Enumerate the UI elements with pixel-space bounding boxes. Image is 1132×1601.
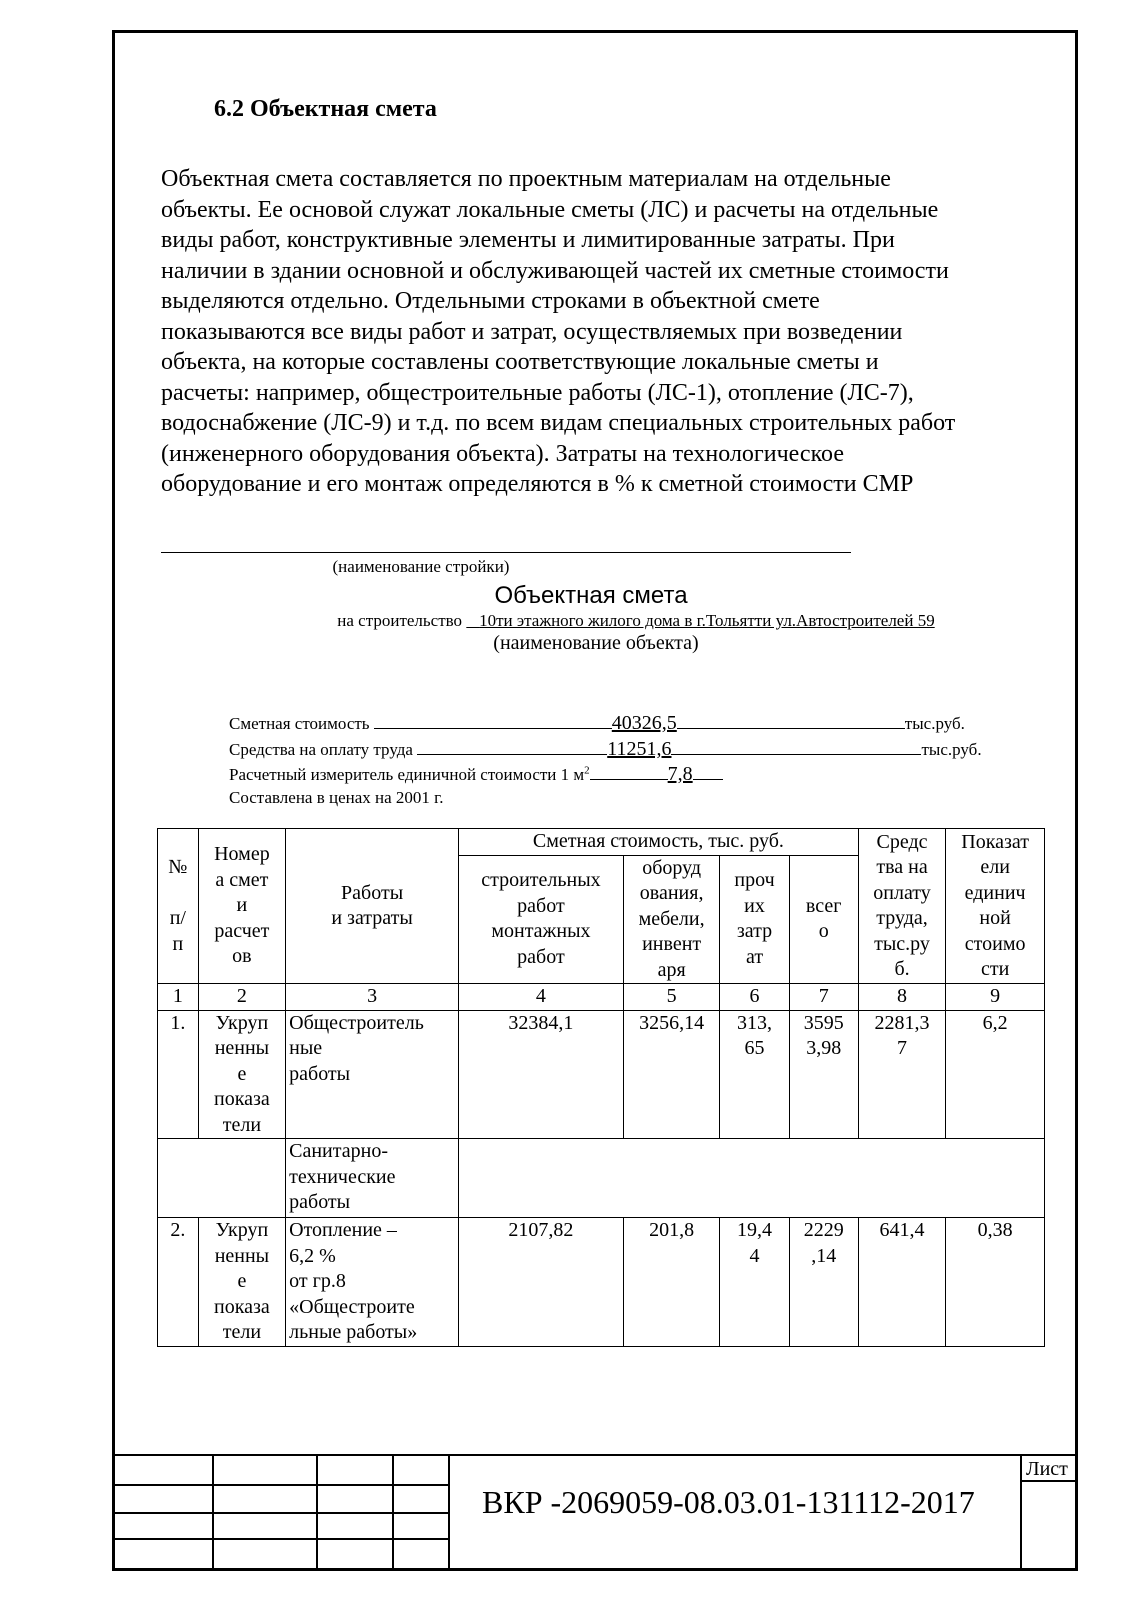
column-number: 7 [789, 984, 858, 1011]
column-number: 2 [198, 984, 285, 1011]
sheet-label: Лист [1026, 1458, 1068, 1480]
row1-num: 1. [158, 1010, 199, 1139]
cost-label: Сметная стоимость [229, 714, 370, 733]
wage-value: 11251,6 [607, 738, 672, 760]
row2-works: Отопление – 6,2 % от гр.8 «Общестроите льные работы» [286, 1218, 459, 1347]
row2-unit-cost: 0,38 [946, 1218, 1045, 1347]
row1-source: Укруп ненны е показа тели [198, 1010, 285, 1139]
header-equipment: оборуд ования, мебели, инвент аря [623, 855, 720, 984]
cost-value: 40326,5 [611, 712, 677, 734]
object-prefix: на строительство [337, 611, 463, 630]
row1-total: 3595 3,98 [789, 1010, 858, 1139]
header-wages: Средс тва на оплату труда, тыс.ру б. [858, 829, 945, 984]
row1-works: Общестроитель ные работы [286, 1010, 459, 1139]
column-number: 6 [720, 984, 789, 1011]
form-title: Объектная смета [494, 582, 688, 609]
row1-construction: 32384,1 [459, 1010, 624, 1139]
meter-label: Расчетный измеритель единичной стоимости 1 м [229, 765, 585, 784]
column-number: 4 [459, 984, 624, 1011]
table-row [158, 1010, 1045, 1139]
header-unit-cost: Показат ели единич ной стоимо сти [946, 829, 1045, 984]
object-line [161, 611, 1111, 631]
row2-source: Укруп ненны е показа тели [198, 1218, 285, 1347]
object-caption: (наименование объекта) [493, 632, 699, 654]
section-title: 6.2 Объектная смета [214, 96, 437, 122]
section-row-works: Санитарно- технические работы [286, 1139, 459, 1218]
row2-construction: 2107,82 [459, 1218, 624, 1347]
estimate-table [157, 828, 1045, 1347]
meter-superscript: 2 [584, 764, 590, 777]
header-cost-group: Сметная стоимость, тыс. руб. [459, 829, 859, 856]
header-works: Работы и затраты [286, 829, 459, 984]
meter-line [229, 763, 723, 786]
section-row [158, 1139, 1045, 1218]
column-number: 9 [946, 984, 1045, 1011]
header-total: всег о [789, 855, 858, 984]
wage-unit: тыс.руб. [921, 740, 982, 759]
row2-other: 19,4 4 [720, 1218, 789, 1347]
row2-total: 2229 ,14 [789, 1218, 858, 1347]
row1-unit-cost: 6,2 [946, 1010, 1045, 1139]
column-number: 8 [858, 984, 945, 1011]
object-name-text: 10ти этажного жилого дома в г.Тольятти ул.Автостроителей 59 [479, 611, 935, 630]
prices-line: Составлена в ценах на 2001 г. [229, 788, 444, 807]
header-num: № п/ п [158, 829, 199, 984]
construction-name-line [161, 552, 851, 553]
row1-equipment: 3256,14 [623, 1010, 720, 1139]
column-number: 3 [286, 984, 459, 1011]
row1-other: 313, 65 [720, 1010, 789, 1139]
column-numbers-row [158, 984, 1045, 1011]
document-code: ВКР -2069059-08.03.01-131112-2017 [482, 1484, 975, 1520]
construction-caption: (наименование стройки) [332, 557, 510, 576]
header-construction: строительных работ монтажных работ [459, 855, 624, 984]
column-number: 5 [623, 984, 720, 1011]
row2-equipment: 201,8 [623, 1218, 720, 1347]
wage-line [229, 738, 982, 761]
meter-value: 7,8 [667, 763, 693, 785]
row2-wages: 641,4 [858, 1218, 945, 1347]
object-name [466, 611, 934, 630]
header-other: проч их затр ат [720, 855, 789, 984]
row1-wages: 2281,3 7 [858, 1010, 945, 1139]
table-row [158, 1218, 1045, 1347]
wage-label: Средства на оплату труда [229, 740, 413, 759]
row2-num: 2. [158, 1218, 199, 1347]
cost-unit: тыс.руб. [904, 714, 965, 733]
section-paragraph: Объектная смета составляется по проектным материалам на отдельные объекты. Ее основой служат локальные сметы (ЛС) и расчеты на отдельные виды работ, конструктивные элементы и лимитированные затраты. При наличии в здании основной и обслуживающей частей их сметные стоимости выделяются отдельно. Отдельными строками в объектной смете показываются все виды работ и затрат, осуществляемых при возведении объекта, на которые составлены соответствующие локальные сметы и расчеты: например, общестроительные работы (ЛС-1), отопление (ЛС-7), водоснабжение (ЛС-9) и т.д. по всем видам специальных строительных работ (инженерного оборудования объекта). Затраты на технологическое оборудование и его монтаж определяются в % к сметной стоимости СМР [161, 166, 956, 497]
header-estimate-numbers: Номер а смет и расчет ов [198, 829, 285, 984]
column-number: 1 [158, 984, 199, 1011]
cost-line [229, 712, 965, 735]
